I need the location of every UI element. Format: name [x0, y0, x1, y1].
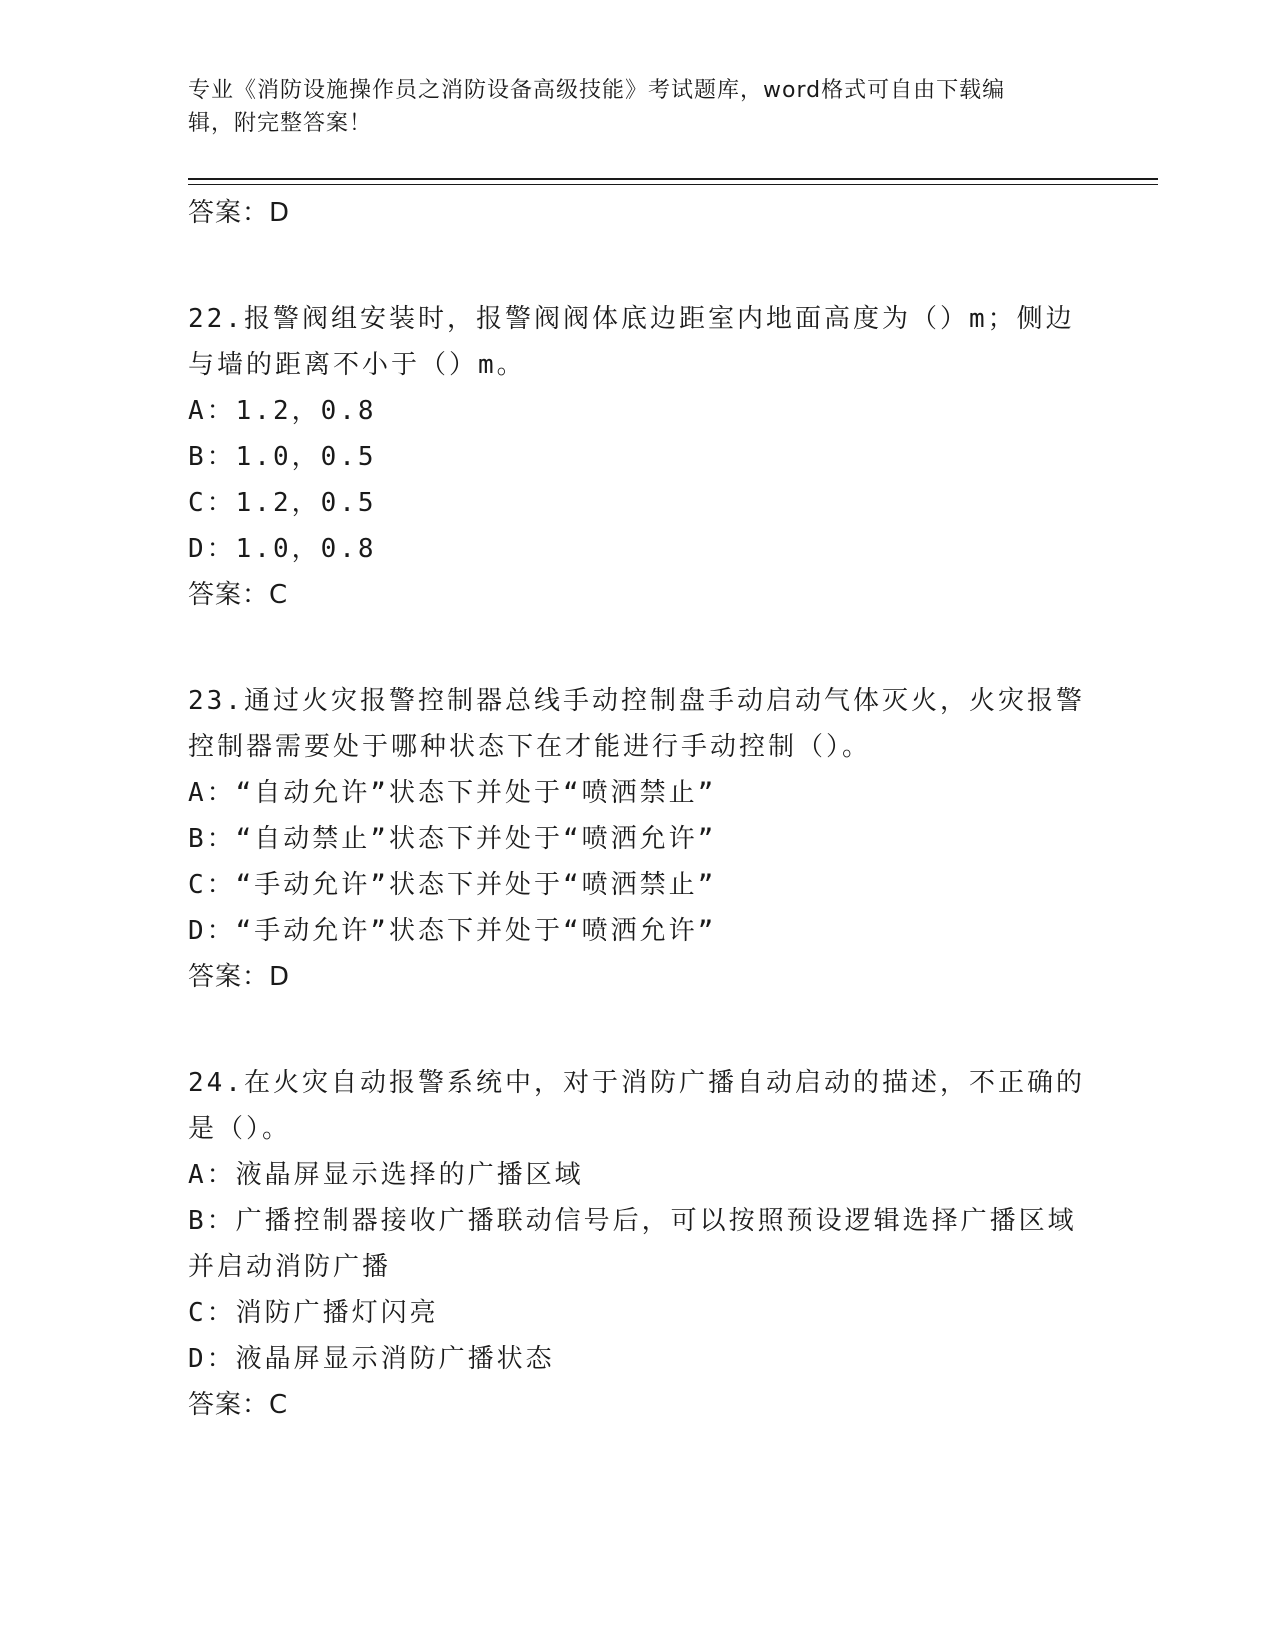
previous-answer: 答案：D	[188, 198, 291, 228]
document-header	[188, 74, 1068, 140]
option-c: C：1.2，0.5	[188, 488, 377, 518]
answer-label: 答案：D	[188, 962, 291, 992]
header-line-1: 专业《消防设施操作员之消防设备高级技能》考试题库，word格式可自由下载编	[188, 78, 1006, 103]
question-stem-line: 与墙的距离不小于（）m。	[188, 350, 526, 380]
question-22	[188, 296, 1088, 618]
question-23	[188, 678, 1088, 1000]
header-divider-thick	[188, 178, 1158, 180]
option-d: D：“手动允许”状态下并处于“喷洒允许”	[188, 916, 717, 946]
question-stem-line: 24.在火灾自动报警系统中，对于消防广播自动启动的描述，不正确的	[188, 1068, 1085, 1098]
question-list	[188, 190, 1088, 1428]
answer-label: 答案：C	[188, 580, 289, 610]
question-24	[188, 1060, 1088, 1428]
option-b: B：广播控制器接收广播联动信号后，可以按照预设逻辑选择广播区域	[188, 1206, 1077, 1236]
question-stem-line: 控制器需要处于哪种状态下在才能进行手动控制（）。	[188, 732, 872, 762]
option-d: D：1.0，0.8	[188, 534, 377, 564]
option-c: C：“手动允许”状态下并处于“喷洒禁止”	[188, 870, 717, 900]
option-b: B：“自动禁止”状态下并处于“喷洒允许”	[188, 824, 717, 854]
option-d: D：液晶屏显示消防广播状态	[188, 1344, 555, 1374]
option-a: A：“自动允许”状态下并处于“喷洒禁止”	[188, 778, 717, 808]
header-line-2: 辑，附完整答案！	[188, 111, 373, 136]
option-b: B：1.0，0.5	[188, 442, 377, 472]
answer-label: 答案：C	[188, 1390, 289, 1420]
header-divider-thin	[188, 184, 1158, 185]
option-c: C：消防广播灯闪亮	[188, 1298, 439, 1328]
question-stem-line: 23.通过火灾报警控制器总线手动控制盘手动启动气体灭火，火灾报警	[188, 686, 1085, 716]
option-a: A：1.2，0.8	[188, 396, 377, 426]
option-a: A：液晶屏显示选择的广播区域	[188, 1160, 584, 1190]
option-b-continued: 并启动消防广播	[188, 1252, 392, 1282]
question-stem-line: 22.报警阀组安装时，报警阀阀体底边距室内地面高度为（）m；侧边	[188, 304, 1075, 334]
question-stem-line: 是（）。	[188, 1114, 292, 1144]
